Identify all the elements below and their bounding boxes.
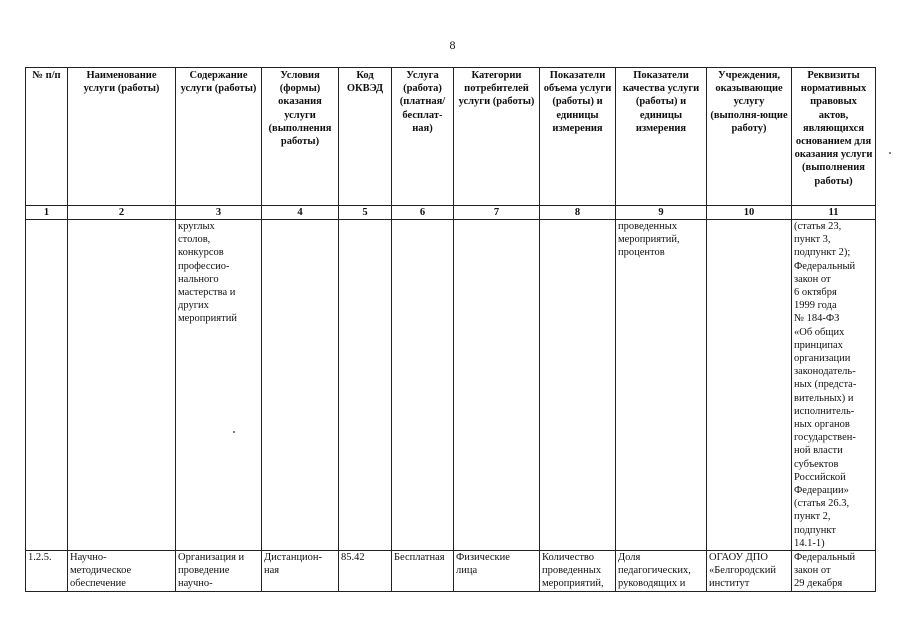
column-number-row [26, 206, 876, 220]
header-cell: Учреждения, оказывающие услугу (выполня-ющие работу) [707, 68, 792, 206]
header-cell: Услуга (работа) (платная/ бесплат-ная) [392, 68, 454, 206]
table-cell [540, 220, 616, 551]
header-cell: Показатели качества услуги (работы) и единицы измерения [616, 68, 707, 206]
header-cell: Показатели объема услуги (работы) и единицы измерения [540, 68, 616, 206]
institution: ОГАОУ ДПО «Белгородский институт [707, 551, 792, 592]
table-cell [339, 220, 392, 551]
column-number: 8 [540, 206, 616, 220]
column-number: 11 [792, 206, 876, 220]
column-number: 7 [454, 206, 540, 220]
scan-speck [233, 431, 235, 433]
column-number: 3 [176, 206, 262, 220]
table-cell [454, 220, 540, 551]
row-number: 1.2.5. [26, 551, 68, 592]
consumer-category: Физические лица [454, 551, 540, 592]
table-cell [707, 220, 792, 551]
header-cell: Условия (формы) оказания услуги (выполнения работы) [262, 68, 339, 206]
column-number: 5 [339, 206, 392, 220]
column-number: 10 [707, 206, 792, 220]
column-number: 1 [26, 206, 68, 220]
column-number: 2 [68, 206, 176, 220]
services-table [25, 67, 876, 592]
page-number: 8 [449, 38, 456, 52]
table-cell [26, 220, 68, 551]
header-cell: Код ОКВЭД [339, 68, 392, 206]
header-cell: Содержание услуги (работы) [176, 68, 262, 206]
table-cell: проведенных мероприятий, процентов [616, 220, 707, 551]
quality-indicators: Доля педагогических, руководящих и [616, 551, 707, 592]
table-cell [68, 220, 176, 551]
table-cell [262, 220, 339, 551]
column-number: 9 [616, 206, 707, 220]
paid-status: Бесплатная [392, 551, 454, 592]
table-cell: (статья 23, пункт 3, подпункт 2); Федеральный закон от 6 октября 1999 года № 184-ФЗ «Об общих принципах организации законодатель- ных (предста- вительных) и исполнитель- ных органов государствен- ной власти субъектов Российской Федерации» (статья 26.3, пункт 2, подпункт 14.1-1) [792, 220, 876, 551]
okved-code: 85.42 [339, 551, 392, 592]
legal-basis: Федеральный закон от 29 декабря [792, 551, 876, 592]
column-number: 6 [392, 206, 454, 220]
service-conditions: Дистанцион- ная [262, 551, 339, 592]
service-name: Научно- методическое обеспечение [68, 551, 176, 592]
header-cell: Наименование услуги (работы) [68, 68, 176, 206]
scan-speck [889, 152, 891, 154]
header-cell: № п/п [26, 68, 68, 206]
table-cell: круглых столов, конкурсов профессио- нального мастерства и других мероприятий [176, 220, 262, 551]
table-row [26, 551, 876, 592]
volume-indicators: Количество проведенных мероприятий, [540, 551, 616, 592]
table-cell [392, 220, 454, 551]
header-row [26, 68, 876, 206]
service-content: Организация и проведение научно- [176, 551, 262, 592]
table-row-continued [26, 220, 876, 551]
column-number: 4 [262, 206, 339, 220]
header-cell: Реквизиты нормативных правовых актов, являющихся основанием для оказания услуги (выполнения работы) [792, 68, 876, 206]
header-cell: Категории потребителей услуги (работы) [454, 68, 540, 206]
